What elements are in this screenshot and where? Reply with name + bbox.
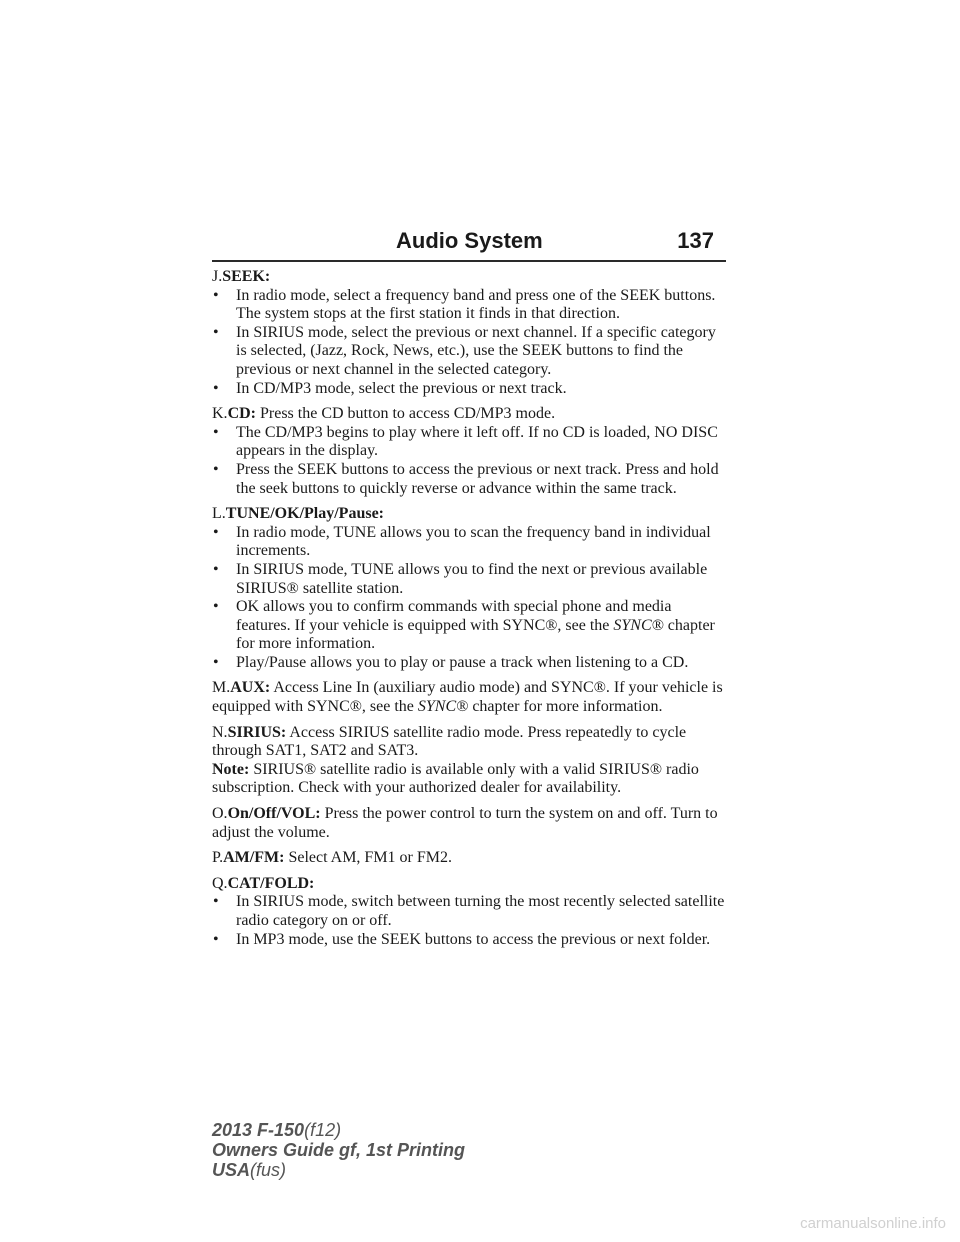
item-text: Access Line In (auxiliary audio mode) and SYNC®. If your vehicle is equipped with SYNC®, see the (212, 679, 723, 716)
bullet-icon: • (213, 598, 219, 616)
header-divider (212, 260, 726, 262)
note-label: Note: (212, 760, 250, 778)
item-m-paragraph (212, 679, 726, 716)
bullet-text: In radio mode, TUNE allows you to scan the frequency band in individual increments. (236, 523, 711, 560)
item-text: Press the power control to turn the system on and off. Turn to adjust the volume. (212, 805, 718, 841)
bullet-text: In SIRIUS mode, select the previous or next channel. If a specific category is selected, (Jazz, Rock, News, etc.), use the SEEK buttons to find the previous or next channel in the selected category. (236, 323, 716, 378)
footer-market: USA (212, 1160, 251, 1180)
item-letter: K. (212, 405, 228, 423)
bullet-icon: • (213, 560, 219, 578)
bullet-text: In SIRIUS mode, switch between turning the most recently selected satellite radio category on or off. (236, 893, 725, 929)
footer-market-code: (fus) (250, 1160, 287, 1180)
bullet-icon: • (213, 523, 219, 541)
item-letter: M. (212, 679, 231, 697)
footer-line-guide: Owners Guide gf, 1st Printing (212, 1140, 466, 1160)
list-item (212, 893, 726, 930)
item-label: SEEK: (222, 268, 271, 285)
list-item (212, 380, 726, 399)
page-body (212, 268, 726, 949)
bullet-text: The CD/MP3 begins to play where it left off. If no CD is loaded, NO DISC appears in the display. (236, 423, 718, 460)
list-item (212, 287, 726, 324)
note-text: SIRIUS® satellite radio is available only with a valid SIRIUS® radio subscription. Check with your authorized dealer for availability. (212, 760, 699, 797)
item-letter: N. (212, 723, 228, 741)
item-p-paragraph (212, 849, 726, 868)
bullet-icon: • (213, 460, 219, 478)
item-letter: P. (212, 849, 224, 867)
item-text: Press the CD button to access CD/MP3 mode. (260, 405, 556, 423)
item-letter: O. (212, 805, 228, 823)
sync-reference: SYNC® (613, 616, 664, 634)
section-title: Audio System (396, 228, 543, 253)
bullet-icon: • (213, 286, 219, 304)
bullet-text-end: chapter for more information. (236, 616, 715, 653)
item-label: SIRIUS: (227, 723, 287, 741)
page-number: 137 (677, 228, 714, 253)
bullet-text: In radio mode, select a frequency band and press one of the SEEK buttons. The system stops at the first station it finds in that direction. (236, 286, 716, 323)
item-n-paragraph (212, 724, 726, 761)
item-label: AM/FM: (223, 849, 285, 867)
list-item (212, 654, 726, 673)
list-item (212, 461, 726, 498)
item-text: Access SIRIUS satellite radio mode. Press repeatedly to cycle through SAT1, SAT2 and SAT3. (212, 723, 687, 760)
item-j-heading (212, 268, 726, 287)
item-label: TUNE/OK/Play/Pause: (225, 505, 385, 523)
bullet-text: In MP3 mode, use the SEEK buttons to access the previous or next folder. (236, 930, 711, 948)
item-label: CD: (227, 405, 256, 423)
note-paragraph (212, 761, 726, 798)
bullet-icon: • (213, 423, 219, 441)
list-item (212, 561, 726, 598)
footer-line-model (212, 1120, 465, 1140)
item-text-end: chapter for more information. (468, 698, 663, 716)
bullet-text: Press the SEEK buttons to access the previous or next track. Press and hold the seek buttons to quickly reverse or advance within the same track. (236, 460, 719, 497)
sync-reference: SYNC® (417, 698, 469, 716)
page-header (212, 226, 726, 260)
list-item (212, 598, 726, 654)
footer-line-market (212, 1160, 465, 1180)
bullet-text: Play/Pause allows you to play or pause a track when listening to a CD. (236, 653, 689, 671)
list-item (212, 524, 726, 561)
item-q-heading (212, 875, 726, 894)
bullet-icon: • (213, 930, 219, 948)
list-item (212, 324, 726, 380)
bullet-text: OK allows you to confirm commands with special phone and media features. If your vehicle is equipped with SYNC®, see the (236, 598, 672, 634)
item-label: AUX: (230, 679, 271, 697)
item-label: CAT/FOLD: (227, 874, 315, 892)
item-letter: J. (212, 268, 223, 285)
bullet-text: In SIRIUS mode, TUNE allows you to find the next or previous available SIRIUS® satellite station. (236, 560, 708, 597)
item-letter: L. (212, 505, 226, 523)
bullet-icon: • (213, 323, 219, 341)
bullet-text: In CD/MP3 mode, select the previous or next track. (236, 379, 567, 397)
bullet-icon: • (213, 893, 219, 911)
bullet-icon: • (213, 379, 219, 397)
item-o-paragraph (212, 805, 726, 842)
item-l-heading (212, 505, 726, 524)
page-footer (212, 1120, 465, 1180)
footer-model-code: (f12) (304, 1120, 342, 1140)
item-text: Select AM, FM1 or FM2. (288, 849, 453, 867)
list-item (212, 931, 726, 950)
footer-model: 2013 F-150 (212, 1120, 305, 1140)
item-label: On/Off/VOL: (227, 805, 321, 823)
list-item (212, 424, 726, 461)
item-k-heading (212, 405, 726, 424)
item-letter: Q. (212, 874, 228, 892)
watermark: carmanualsonline.info (800, 1215, 946, 1232)
bullet-icon: • (213, 653, 219, 671)
